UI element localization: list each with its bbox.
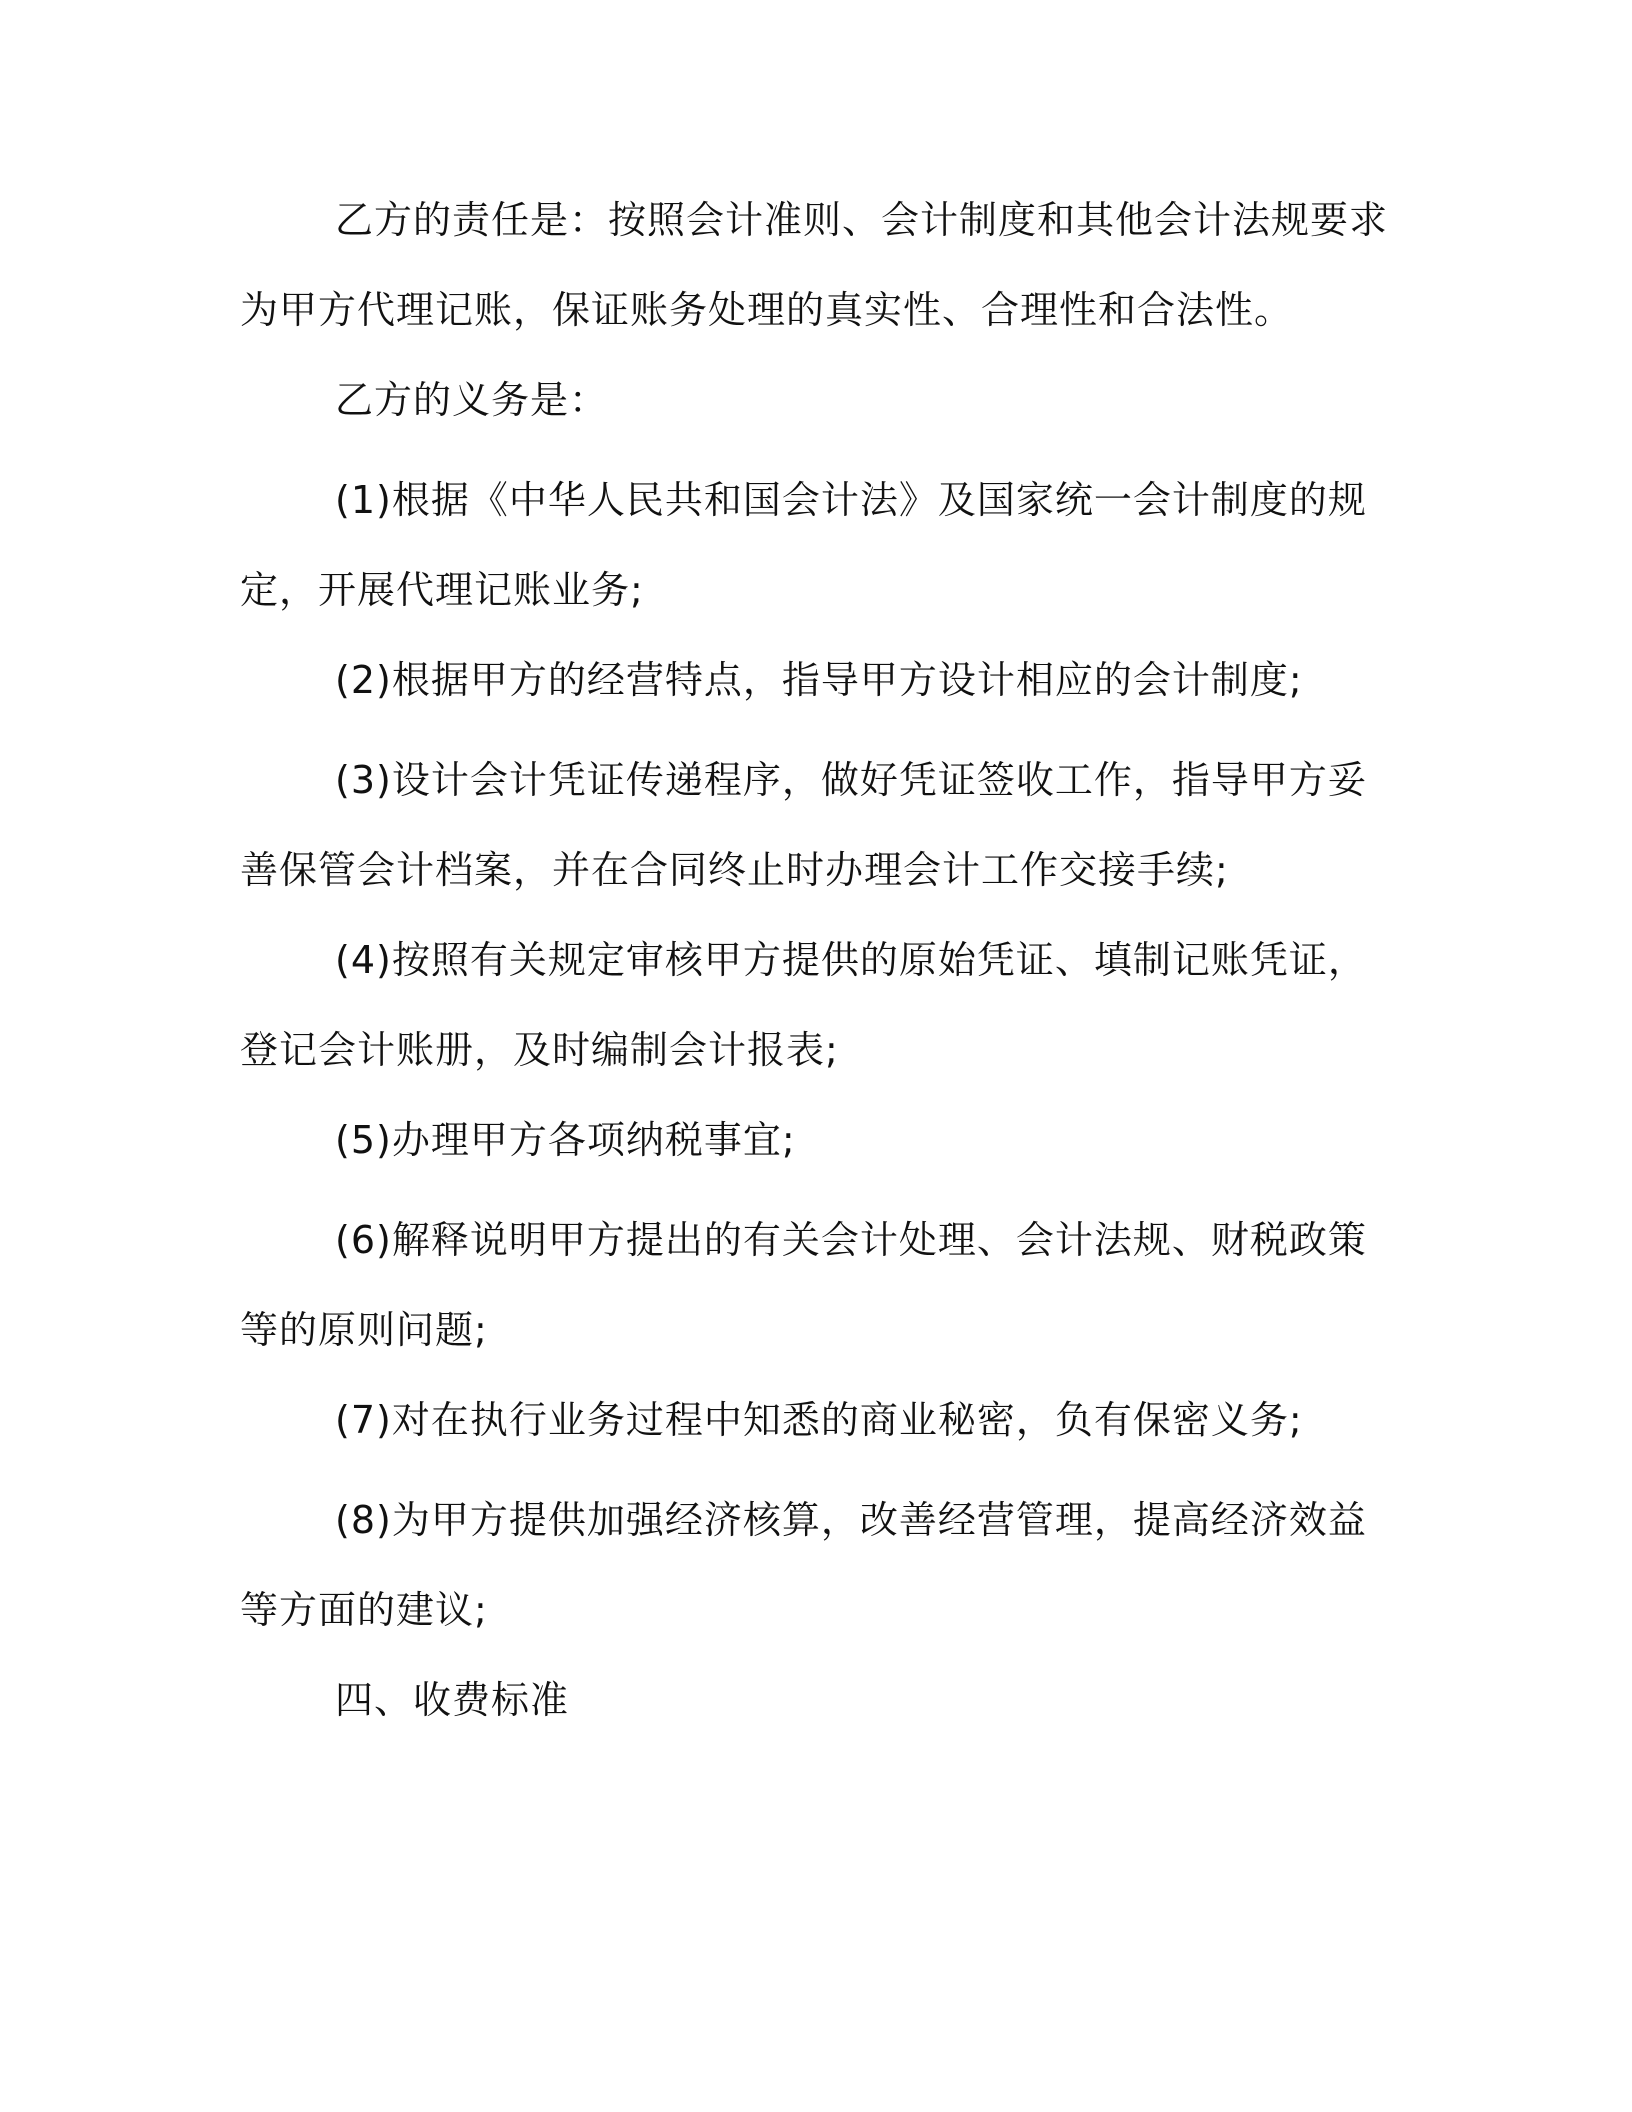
paragraph-party-b-obligations-heading: 乙方的义务是： [335,378,609,422]
paragraph-obligation-8: (8)为甲方提供加强经济核算，改善经营管理，提高经济效益等方面的建议; [240,1498,1367,1632]
paragraph-obligation-3: (3)设计会计凭证传递程序，做好凭证签收工作，指导甲方妥善保管会计档案，并在合同终止时办理会计工作交接手续; [240,758,1367,892]
paragraph-obligation-4: (4)按照有关规定审核甲方提供的原始凭证、填制记账凭证，登记会计账册，及时编制会计报表; [240,938,1367,1072]
section-heading-fee-standard: 四、收费标准 [335,1678,570,1722]
paragraph-obligation-5: (5)办理甲方各项纳税事宜; [335,1118,796,1162]
paragraph-party-b-responsibility: 乙方的责任是：按照会计准则、会计制度和其他会计法规要求为甲方代理记账，保证账务处理的真实性、合理性和合法性。 [240,198,1389,332]
paragraph-obligation-6: (6)解释说明甲方提出的有关会计处理、会计法规、财税政策等的原则问题; [240,1218,1367,1352]
paragraph-obligation-2: (2)根据甲方的经营特点，指导甲方设计相应的会计制度; [335,658,1303,702]
paragraph-obligation-7: (7)对在执行业务过程中知悉的商业秘密，负有保密义务; [335,1398,1303,1442]
paragraph-obligation-1: (1)根据《中华人民共和国会计法》及国家统一会计制度的规定，开展代理记账业务; [240,478,1367,612]
